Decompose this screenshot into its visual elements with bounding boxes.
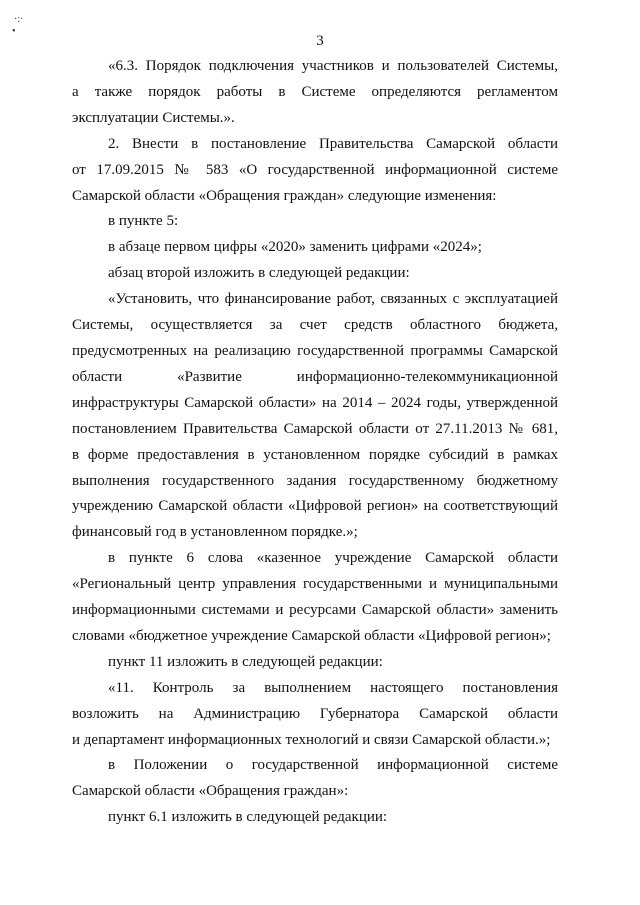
text-line: словами «бюджетное учреждение Самарской области «Цифровой регион»; <box>72 627 551 644</box>
text-line: постановлением Правительства Самарской области от 27.11.2013 № 681, <box>72 420 558 437</box>
text-line: а также порядок работы в Системе определяются регламентом <box>72 83 558 100</box>
text-line: Системы, осуществляется за счет средств областного бюджета, <box>72 317 558 334</box>
text-line: в пункте 6 слова «казенное учреждение Самарской области <box>108 550 558 567</box>
text-line: «11. Контроль за выполнением настоящего постановления <box>108 679 558 696</box>
text-line: возложить на Администрацию Губернатора Самарской области <box>72 705 558 722</box>
text-line: информационными системами и ресурсами Самарской области» заменить <box>72 602 558 619</box>
text-line: абзац второй изложить в следующей редакции: <box>108 265 410 282</box>
text-line: в пункте 5: <box>108 213 179 230</box>
page-number: 3 <box>316 33 324 49</box>
text-line: инфраструктуры Самарской области» на 2014 – 2024 годы, утвержденной <box>72 394 558 411</box>
text-line: учреждению Самарской области «Цифровой регион» на соответствующий <box>72 498 558 515</box>
text-line: «6.3. Порядок подключения участников и пользователей Системы, <box>108 58 558 74</box>
text-line: Самарской области «Обращения граждан»: <box>72 783 349 800</box>
text-line: в Положении о государственной информационной системе <box>108 757 558 774</box>
text-line: в абзаце первом цифры «2020» заменить цифрами «2024»; <box>108 239 482 256</box>
document-body <box>72 54 558 831</box>
text-line: «Установить, что финансирование работ, связанных с эксплуатацией <box>108 291 558 308</box>
text-line: «Региональный центр управления государственными и муниципальными <box>72 576 558 593</box>
scan-mark-bottom: • <box>12 26 16 37</box>
text-line: выполнения государственного задания государственному бюджетному <box>72 472 558 489</box>
text-line: предусмотренных на реализацию государственной программы Самарской <box>72 342 558 359</box>
text-line: Самарской области «Обращения граждан» следующие изменения: <box>72 187 497 204</box>
text-line: эксплуатации Системы.». <box>72 109 235 126</box>
text-line: и департамент информационных технологий и связи Самарской области.»; <box>72 731 551 748</box>
text-line: пункт 11 изложить в следующей редакции: <box>108 653 383 670</box>
text-line: финансовый год в установленном порядке.»; <box>72 524 358 541</box>
text-line: от 17.09.2015 № 583 «О государственной информационной системе <box>72 161 558 178</box>
scan-mark-top: ·:· <box>14 14 24 25</box>
text-line: области «Развитие информационно-телекоммуникационной <box>72 368 558 385</box>
text-line: пункт 6.1 изложить в следующей редакции: <box>108 809 388 826</box>
text-line: в форме предоставления в установленном порядке субсидий в рамках <box>72 446 558 463</box>
text-line: 2. Внести в постановление Правительства Самарской области <box>108 135 558 152</box>
